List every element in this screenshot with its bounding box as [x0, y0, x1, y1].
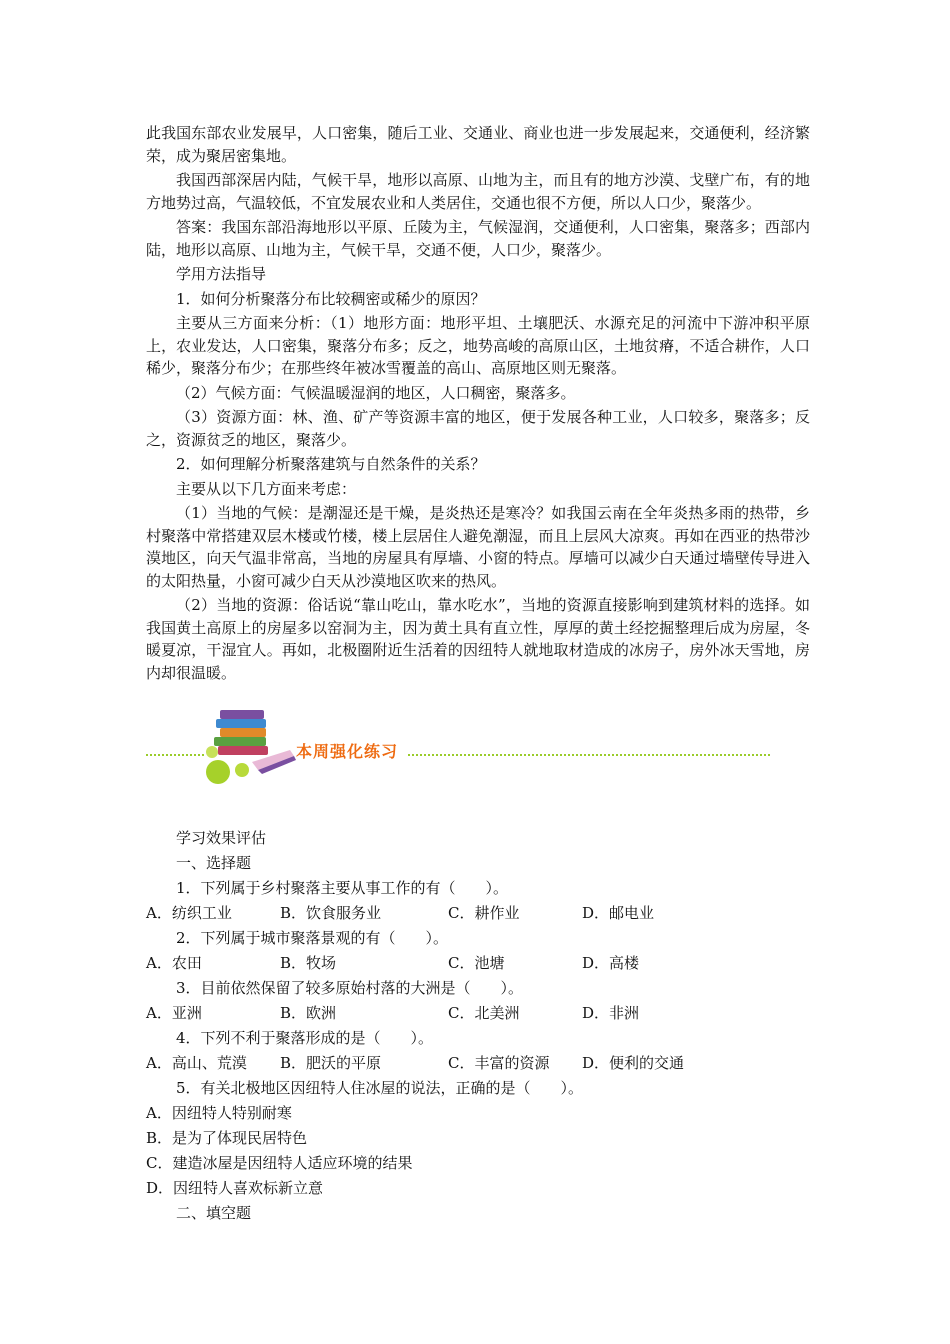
option-b: B．牧场	[280, 954, 337, 972]
section-heading: 学用方法指导	[176, 265, 267, 283]
option-c: C．丰富的资源	[448, 1054, 550, 1072]
option-b: B．饮食服务业	[280, 904, 382, 922]
question-3: 3．目前依然保留了较多原始村落的大洲是（ ）。	[176, 979, 524, 997]
quiz-section	[146, 826, 776, 1226]
option-a: A．因纽特人特别耐寒	[146, 1104, 292, 1122]
option-d: D．便利的交通	[582, 1054, 685, 1072]
paragraph: （2）当地的资源：俗话说“靠山吃山，靠水吃水”，当地的资源直接影响到建筑材料的选择。如我国黄土高原上的房屋多以窑洞为主，因为黄土具有直立性，厚厚的黄土经挖掘整理后成为房屋，冬暖夏凉，干湿宜人。再如，北极圈附近生活着的因纽特人就地取材造成的冰房子，房外冰天雪地，房内却很温暖。	[146, 596, 810, 682]
paragraph: （1）当地的气候：是潮湿还是干燥，是炎热还是寒冷？如我国云南在全年炎热多雨的热带，乡村聚落中常搭建双层木楼或竹楼，楼上层居住人避免潮湿，而且上层风大凉爽。再如在西亚的热带沙漠地区，向天气温非常高，当地的房屋具有厚墙、小窗的特点。厚墙可以减少白天通过墙壁传导进入的太阳热量，小窗可减少白天从沙漠地区吹来的热风。	[146, 504, 810, 590]
option-c: C．建造冰屋是因纽特人适应环境的结果	[146, 1154, 413, 1172]
section-banner	[146, 702, 770, 792]
option-c: C．池塘	[448, 954, 505, 972]
paragraph: （3）资源方面：林、渔、矿产等资源丰富的地区，便于发展各种工业，人口较多，聚落多；反之，资源贫乏的地区，聚落少。	[146, 408, 810, 449]
option-a: A．纺织工业	[146, 904, 232, 922]
options-q2	[146, 951, 776, 976]
question-1: 1．下列属于乡村聚落主要从事工作的有（ ）。	[176, 879, 509, 897]
paragraph: 主要从以下几方面来考虑：	[176, 479, 357, 498]
banner-divider-right	[408, 754, 770, 756]
option-d: D．因纽特人喜欢标新立意	[146, 1179, 324, 1197]
options-q1	[146, 901, 776, 926]
option-c: C．耕作业	[448, 904, 520, 922]
section-title: 一、选择题	[176, 854, 252, 872]
option-b: B．欧洲	[280, 1004, 337, 1022]
banner-title: 本周强化练习	[296, 742, 399, 761]
books-icon	[202, 702, 302, 790]
paragraph: （2）气候方面：气候温暖湿润的地区，人口稠密，聚落多。	[176, 383, 576, 402]
option-b: B．肥沃的平原	[280, 1054, 382, 1072]
option-b: B．是为了体现民居特色	[146, 1129, 308, 1147]
eval-title: 学习效果评估	[176, 829, 267, 847]
option-a: A．农田	[146, 954, 202, 972]
paragraph: 主要从三方面来分析：（1）地形方面：地形平坦、土壤肥沃、水源充足的河流中下游冲积平原上，农业发达，人口密集，聚落分布多；反之，地势高峻的高原山区，土地贫瘠，不适合耕作，人口稀少，聚落分布少；在那些终年被冰雪覆盖的高山、高原地区则无聚落。	[146, 314, 810, 377]
question-heading: 1．如何分析聚落分布比较稠密或稀少的原因？	[176, 289, 486, 308]
question-heading: 2．如何理解分析聚落建筑与自然条件的关系？	[176, 455, 486, 473]
option-a: A．亚洲	[146, 1004, 202, 1022]
paragraph: 我国西部深居内陆，气候干旱，地形以高原、山地为主，而且有的地方沙漠、戈壁广布，有的地方地势过高，气温较低，不宜发展农业和人类居住，交通也很不方便，所以人口少，聚落少。	[146, 171, 810, 212]
option-a: A．高山、荒漠	[146, 1054, 247, 1072]
option-d: D．高楼	[582, 954, 640, 972]
options-q4	[146, 1051, 776, 1076]
question-2: 2．下列属于城市聚落景观的有（ ）。	[176, 929, 449, 947]
question-4: 4．下列不利于聚落形成的是（ ）。	[176, 1029, 434, 1047]
options-q3	[146, 1001, 776, 1026]
question-5: 5．有关北极地区因纽特人住冰屋的说法，正确的是（ ）。	[176, 1079, 584, 1097]
section-title: 二、填空题	[176, 1204, 252, 1222]
paragraph: 此我国东部农业发展早，人口密集，随后工业、交通业、商业也进一步发展起来，交通便利，经济繁荣，成为聚居密集地。	[146, 124, 810, 165]
option-c: C．北美洲	[448, 1004, 520, 1022]
banner-divider-left	[146, 754, 204, 756]
option-d: D．邮电业	[582, 904, 655, 922]
option-d: D．非洲	[582, 1004, 640, 1022]
paragraph: 答案：我国东部沿海地形以平原、丘陵为主，气候湿润，交通便利，人口密集，聚落多；西部内陆，地形以高原、山地为主，气候干旱，交通不便，人口少，聚落少。	[146, 218, 810, 259]
document-body	[146, 122, 810, 686]
